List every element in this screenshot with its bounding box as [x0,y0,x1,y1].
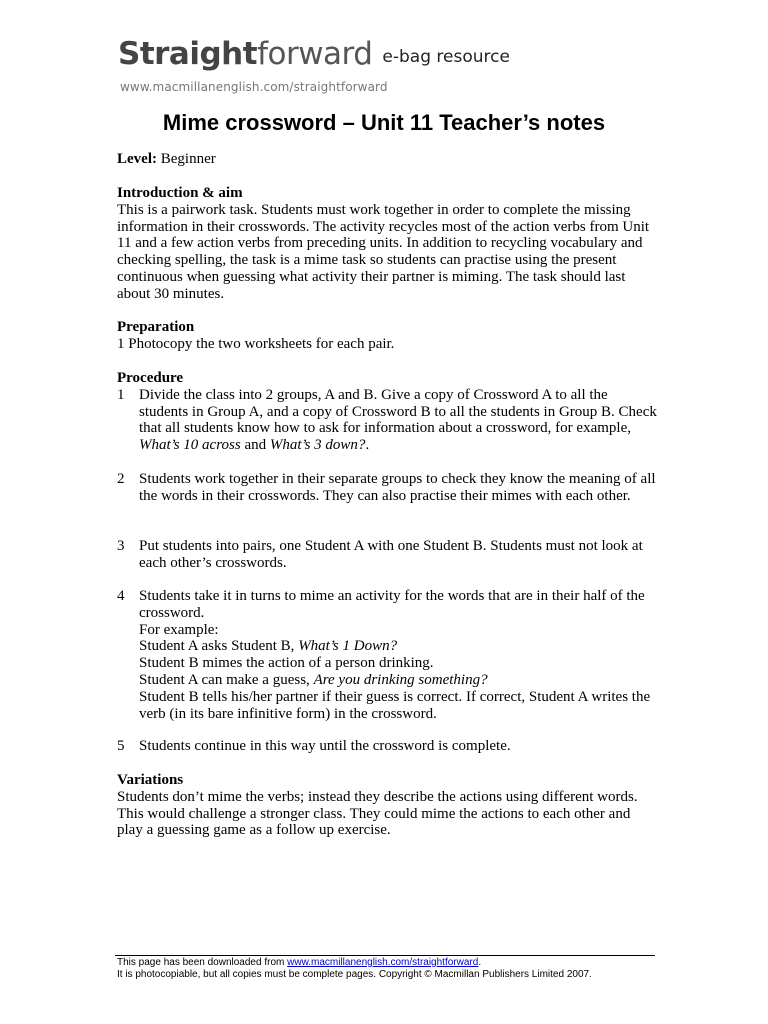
procedure-heading: Procedure [117,370,184,386]
step-number: 5 [117,738,125,754]
variations-section [117,772,657,839]
example-line-2: Student B mimes the action of a person drinking. [139,655,434,672]
brand-logo [118,36,510,72]
footer-line-2: It is photocopiable, but all copies must be complete pages. Copyright © Macmillan Publishers Limited 2007. [117,968,592,980]
example-question-1: What’s 1 Down? [298,638,398,655]
step-number: 4 [117,588,125,604]
step-text: Students take it in turns to mime an activity for the words that are in their half of the crossword. [139,588,645,621]
example-line-3 [139,672,657,689]
procedure-section [117,370,657,454]
procedure-step-5 [117,738,657,755]
footer-line-1-text: This page has been downloaded from [117,957,288,968]
step-text: Put students into pairs, one Student A with one Student B. Students must not look at each other’s crosswords. [139,538,643,571]
example-across: What’s 10 across [139,437,241,454]
example-down: What’s 3 down? [269,437,366,454]
intro-section [117,185,657,303]
example-line-4: Student B tells his/her partner if their guess is correct. If correct, Student A writes the verb (in its bare infinitive form) in the crossword. [139,688,651,722]
brand-subtitle: e-bag resource [382,47,510,67]
footer-link[interactable]: www.macmillanenglish.com/straightforward [287,957,479,968]
step-text: Divide the class into 2 groups, A and B. Give a copy of Crossword A to all the students in Group A, and a copy of Crossword B to all the students in Group B. Check that all students know how to ask for information about a crossword, for example, [139,386,657,437]
step-text: Students continue in this way until the crossword is complete. [139,738,511,754]
step-text-end: . [365,437,370,454]
example-line-1-text: Student A asks Student B, [139,638,299,655]
procedure-step-2 [117,471,657,505]
step-text-and: and [240,437,270,454]
page-title: Mime crossword – Unit 11 Teacher’s notes [162,110,606,135]
example-question-2: Are you drinking something? [313,671,488,688]
footer-line-1 [117,957,592,969]
brand-url: www.macmillanenglish.com/straightforward [120,80,388,94]
procedure-step-4 [117,588,657,722]
step-number: 3 [117,538,125,554]
footer [117,957,592,980]
level-value: Beginner [156,151,216,167]
procedure-step-3 [117,538,657,572]
brand-name-bold: Straight [118,36,258,72]
step-number: 2 [117,471,125,487]
preparation-text: 1 Photocopy the two worksheets for each pair. [117,335,395,352]
footer-divider [115,955,655,956]
level-section [117,151,657,168]
variations-text: Students don’t mime the verbs; instead they describe the actions using different words. This would challenge a stronger class. They could mime the actions to each other and play a guessing game as a follow up exercise. [117,788,638,839]
level-label: Level: [117,151,157,167]
step-number: 1 [117,386,125,403]
intro-heading: Introduction & aim [117,185,243,201]
preparation-section [117,319,657,353]
example-line-1 [139,638,657,655]
variations-heading: Variations [117,772,184,788]
procedure-step-1 [117,387,657,454]
brand-name-light: forward [257,36,373,72]
footer-line-1-end: . [478,957,482,968]
for-example-label: For example: [139,621,219,638]
example-line-3-text: Student A can make a guess, [139,671,314,688]
intro-text: This is a pairwork task. Students must work together in order to complete the missing information in their crosswords. The activity recycles most of the action verbs from Unit 11 and a few action verbs from preceding units. In addition to recycling vocabulary and checking spelling, the task is a mime task so students can practise using the present continuous when guessing what activity their partner is miming. The task should last about 30 minutes. [117,201,650,302]
preparation-heading: Preparation [117,319,195,335]
step-text: Students work together in their separate groups to check they know the meaning of all the words in their crosswords. They can also practise their mimes with each other. [139,471,656,504]
